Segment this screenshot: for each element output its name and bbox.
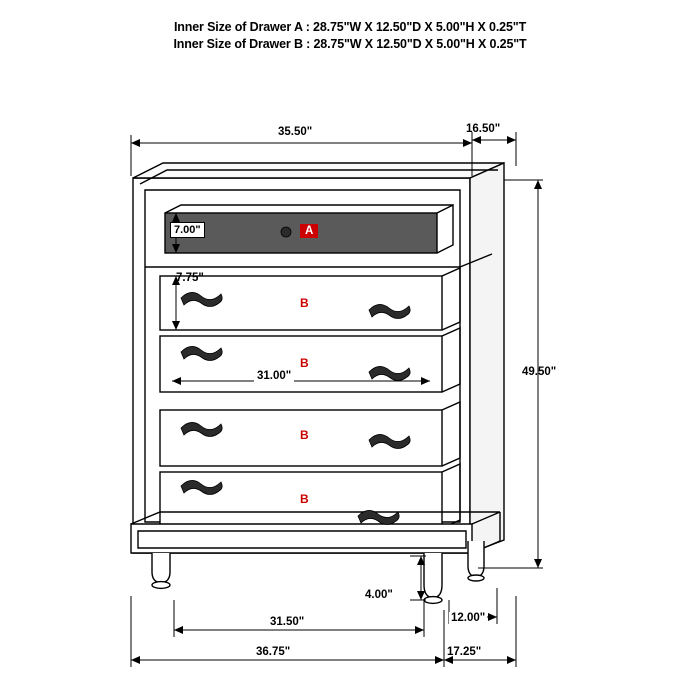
label-drawer-b-1: B	[300, 296, 309, 310]
dim-top-depth: 16.50"	[466, 123, 501, 135]
header-line-drawer-a: Inner Size of Drawer A : 28.75"W X 12.50"D X 5.00"H X 0.25"T	[173, 20, 527, 34]
dim-leg-height: 4.00"	[365, 589, 393, 601]
dim-overall-depth: 17.25"	[447, 646, 482, 658]
label-drawer-b-2: B	[300, 356, 309, 370]
dim-overall-width: 36.75"	[256, 646, 291, 658]
label-drawer-a: A	[300, 224, 318, 238]
dim-overall-height: 49.50"	[522, 366, 557, 378]
dim-drawer-a-height: 7.00"	[170, 222, 205, 238]
dim-drawer-inner-width: 31.00"	[254, 370, 294, 382]
dim-base-depth-front: 12.00"	[451, 612, 486, 624]
dim-top-width: 35.50"	[278, 126, 313, 138]
dim-drawer-b-height: 7.75"	[176, 272, 204, 284]
dim-base-width: 31.50"	[270, 616, 305, 628]
label-drawer-b-3: B	[300, 428, 309, 442]
header-line-drawer-b: Inner Size of Drawer B : 28.75"W X 12.50"D X 5.00"H X 0.25"T	[173, 37, 527, 51]
label-drawer-b-4: B	[300, 492, 309, 506]
